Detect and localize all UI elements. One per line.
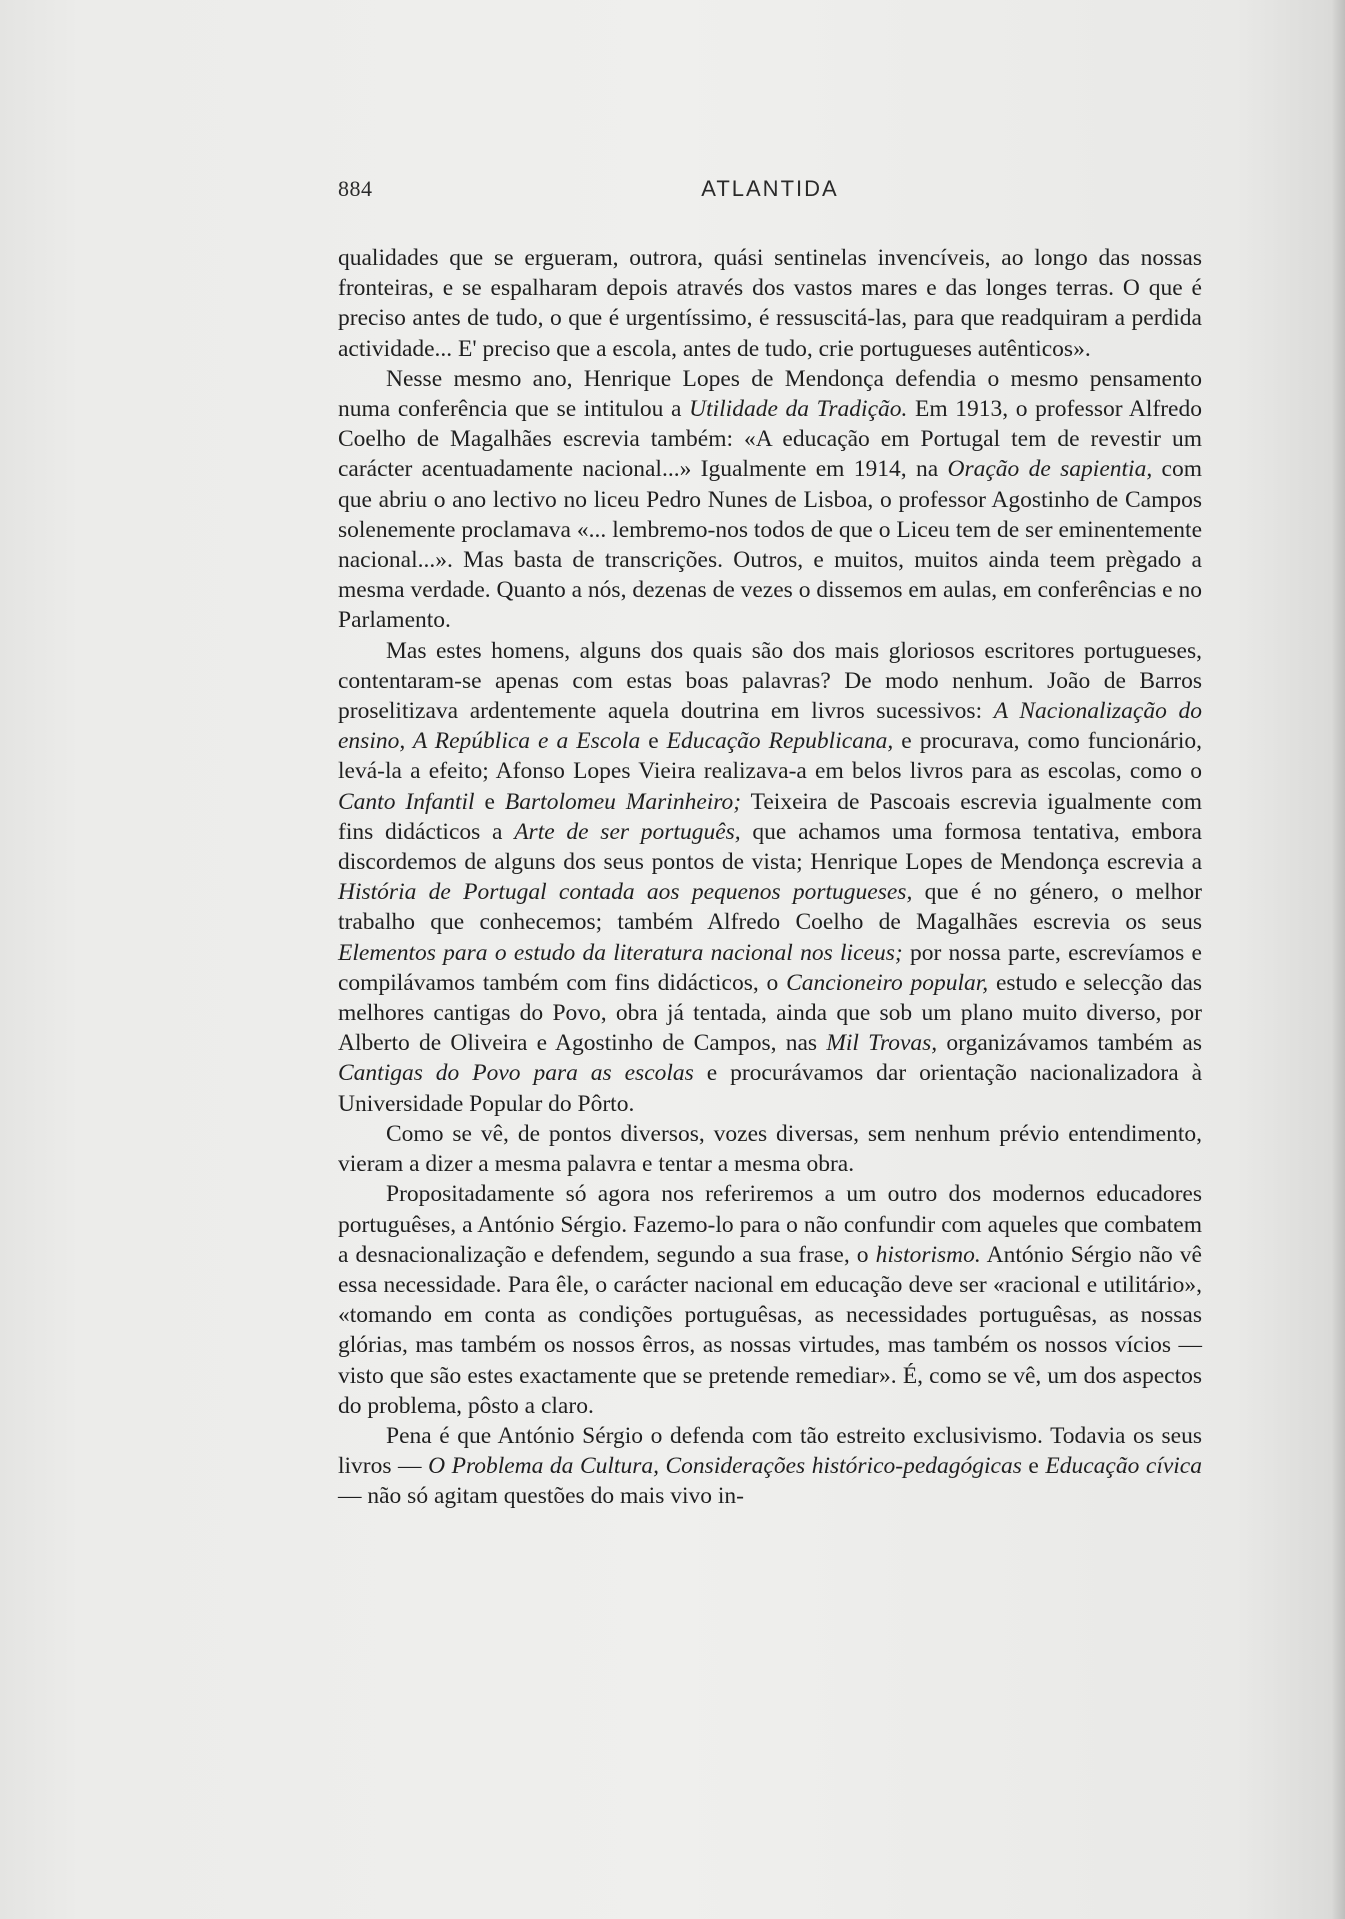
paragraph-text: Em 1913, o professor Alfredo Coelho de Magalhães escrevia também: «A educação em Portugal tem de revestir um carácter acentuadamente nacional...» Igualmente em 1914, na xyxy=(338,396,1202,483)
paragraph-text: estudo e selecção das melhores cantigas do Povo, obra já tentada, ainda que sob um plano muito diverso, por Alberto de Oliveira e Agostinho de Campos, nas xyxy=(338,969,1203,1057)
italic-title-text: Educação cívica xyxy=(1045,1453,1202,1480)
paragraph-text: e xyxy=(1021,1453,1046,1480)
italic-title-text: Utilidade da Tradição. xyxy=(689,396,908,423)
paragraph-text: e xyxy=(640,728,667,755)
italic-title-text: Mil Trovas, xyxy=(826,1030,938,1057)
italic-title-text: Cantigas do Povo para as escolas xyxy=(338,1060,694,1087)
italic-title-text: Cancioneiro popular, xyxy=(786,969,989,996)
running-title: ATLANTIDA xyxy=(701,176,839,201)
paragraph-text: Como se vê, de pontos diversos, vozes diversas, sem nenhum prévio entendimento, vieram a dizer a mesma palavra e tentar a mesma obra. xyxy=(338,1120,1202,1178)
body-text xyxy=(338,243,1202,1512)
italic-title-text: O Problema da Cultura, Considerações histórico-pedagógicas xyxy=(428,1453,1022,1480)
paragraph-text: que achamos uma formosa tentativa, embora discordemos de alguns dos seus pontos de vista; Henrique Lopes de Mendonça escrevia a xyxy=(338,818,1202,876)
italic-title-text: Oração de sapientia, xyxy=(947,456,1153,483)
paragraph xyxy=(338,1421,1202,1512)
italic-title-text: História de Portugal contada aos pequenos portugueses, xyxy=(338,879,913,906)
paragraph xyxy=(338,1179,1202,1421)
italic-title-text: historismo. xyxy=(875,1241,981,1268)
paragraph-text: organizávamos também as xyxy=(937,1030,1202,1057)
paragraph-text: António Sérgio não vê essa necessidade. Para êle, o carácter nacional em educação deve ser «racional e utilitário», «tomando em conta as condições portuguêsas, as necessidades portuguêsas, as nossas glórias, mas também os nossos êrros, as nossas virtudes, mas também os nossos vícios — visto que são estes exactamente que se pretende remediar». É, como se vê, um dos aspectos do problema, pôsto a claro. xyxy=(338,1241,1202,1419)
paragraph xyxy=(338,364,1202,636)
paragraph-text: por nossa parte, escrevíamos e compilávamos também com fins didácticos, o xyxy=(338,939,1202,996)
italic-title-text: Elementos para o estudo da literatura nacional nos liceus; xyxy=(338,939,903,966)
italic-title-text: Arte de ser português, xyxy=(514,818,741,845)
italic-title-text: A Nacionalização do ensino, A República e a Escola xyxy=(338,698,1203,755)
paragraph-text: qualidades que se ergueram, outrora, quási sentinelas invencíveis, ao longo das nossas fronteiras, e se espalharam depois através dos vastos mares e das longes terras. O que é preciso antes de tudo, o que é urgentíssimo, é ressuscitá-las, para que readquiram a perdida actividade... E' preciso que a escola, antes de tudo, crie portugueses autênticos». xyxy=(338,245,1202,362)
paragraph-text: e procurava, como funcionário, levá-la a efeito; Afonso Lopes Vieira realizava-a em belos livros para as escolas, como o xyxy=(338,728,1202,785)
paragraph-text: Nesse mesmo ano, Henrique Lopes de Mendonça defendia o mesmo pensamento numa conferência que se intitulou a xyxy=(338,365,1202,423)
paragraph-text: com que abriu o ano lectivo no liceu Pedro Nunes de Lisboa, o professor Agostinho de Campos solenemente proclamava «... lembremo-nos todos de que o Liceu tem de ser eminentemente nacional...». Mas basta de transcrições. Outros, e muitos, muitos ainda teem prègado a mesma verdade. Quanto a nós, dezenas de vezes o dissemos em aulas, em conferências e no Parlamento. xyxy=(338,456,1203,634)
italic-title-text: Educação Republicana, xyxy=(666,728,894,755)
paragraph-text: Propositadamente só agora nos referiremos a um outro dos modernos educadores portuguêses, a António Sérgio. Fazemo-lo para o não confundir com aqueles que combatem a desnacionalização e defendem, segundo a sua frase, o xyxy=(338,1181,1202,1268)
paragraph-text: e xyxy=(474,788,505,815)
paragraph-text: que é no género, o melhor trabalho que conhecemos; também Alfredo Coelho de Magalhães escrevia os seus xyxy=(338,879,1202,936)
paragraph xyxy=(338,243,1202,364)
paragraph-text: Pena é que António Sérgio o defenda com tão estreito exclusivismo. Todavia os seus livros — xyxy=(338,1422,1202,1480)
paragraph-text: e procurávamos dar orientação nacionalizadora à Universidade Popular do Pôrto. xyxy=(338,1060,1202,1117)
paragraph-text: Mas estes homens, alguns dos quais são dos mais gloriosos escritores portugueses, contentaram-se apenas com estas boas palavras? De modo nenhum. João de Barros proselitizava ardentemente aquela doutrina em livros sucessivos: xyxy=(338,637,1202,725)
italic-title-text: Canto Infantil xyxy=(338,788,475,815)
paragraph xyxy=(338,1119,1202,1179)
page-header xyxy=(338,176,1202,206)
italic-title-text: Bartolomeu Marinheiro; xyxy=(504,788,742,815)
paragraph-text: Teixeira de Pascoais escrevia igualmente com fins didácticos a xyxy=(338,788,1202,845)
page-edge-shadow xyxy=(1331,0,1345,1919)
paragraph xyxy=(338,636,1202,1119)
paragraph-text: — não só agitam questões do mais vivo in- xyxy=(338,1483,744,1510)
page-number: 884 xyxy=(338,176,373,201)
